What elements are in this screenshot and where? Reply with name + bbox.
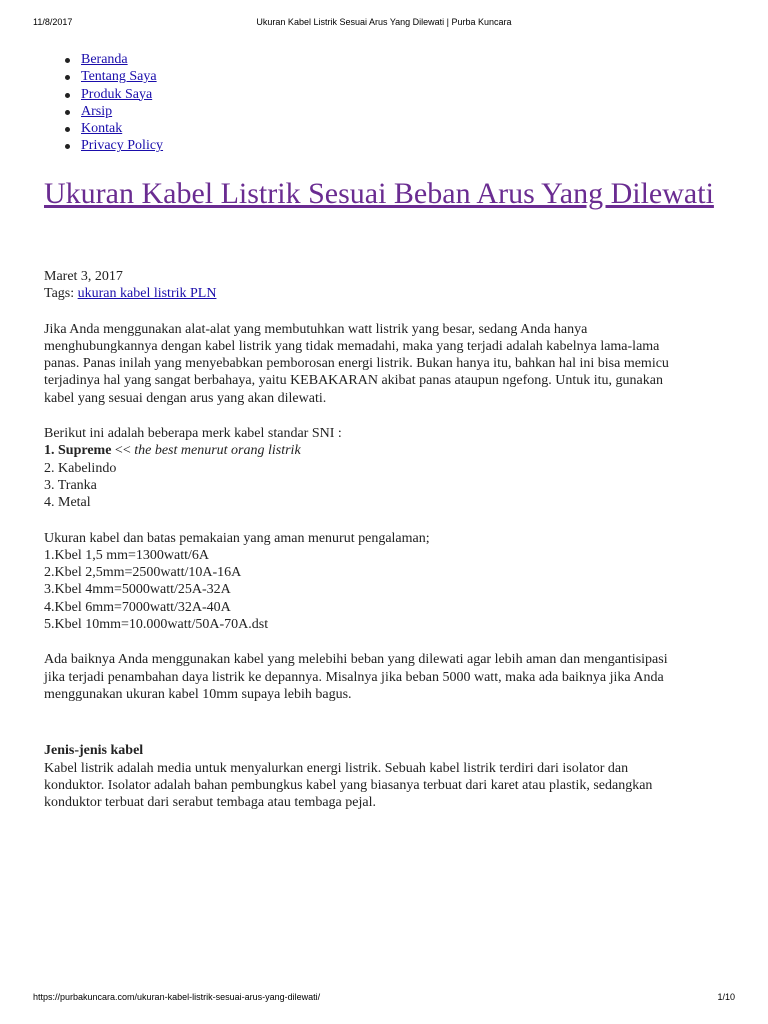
main-nav — [44, 51, 163, 155]
nav-item-arsip — [81, 103, 163, 120]
print-footer — [0, 992, 768, 1006]
nav-link-kontak[interactable]: Kontak — [81, 121, 123, 137]
article-title-link[interactable]: Ukuran Kabel Listrik Sesuai Beban Arus Yang Dilewati — [44, 177, 714, 210]
size-item: 2.Kbel 2,5mm=2500watt/10A-16A — [44, 565, 242, 581]
brand-item: 3. Tranka — [44, 477, 97, 493]
size-item: 5.Kbel 10mm=10.000watt/50A-70A.dst — [44, 617, 269, 633]
brands-list — [44, 425, 734, 511]
tag-link[interactable]: ukuran kabel listrik PLN — [77, 286, 217, 302]
nav-link-arsip[interactable]: Arsip — [81, 103, 113, 119]
nav-item-produk-saya — [81, 86, 163, 103]
advice-line: menggunakan ukuran kabel 10mm supaya lebih bagus. — [44, 686, 352, 702]
brand-marker: << — [111, 443, 135, 459]
nav-link-privacy-policy[interactable]: Privacy Policy — [81, 138, 164, 154]
brand-item: 2. Kabelindo — [44, 460, 117, 476]
print-page-number: 1/10 — [717, 992, 735, 1002]
brand-note: the best menurut orang listrik — [134, 443, 301, 459]
advice-line: jika terjadi penambahan daya listrik ke depannya. Misalnya jika beban 5000 watt, maka ada baiknya jika Anda — [44, 669, 664, 685]
post-date: Maret 3, 2017 — [44, 269, 123, 284]
brands-intro: Berikut ini adalah beberapa merk kabel standar SNI : — [44, 426, 342, 442]
print-page-title: Ukuran Kabel Listrik Sesuai Arus Yang Dilewati | Purba Kuncara — [256, 17, 512, 27]
intro-line: terjadinya hal yang sangat berbahaya, yaitu KEBAKARAN akibat panas ataupun ngefong. Untuk itu, gunakan — [44, 373, 663, 389]
advice-paragraph — [44, 651, 734, 703]
brand-item: 4. Metal — [44, 495, 91, 511]
intro-line: Jika Anda menggunakan alat-alat yang membutuhkan watt listrik yang besar, sedang Anda hanya — [44, 321, 588, 337]
nav-item-tentang-saya — [81, 68, 163, 85]
advice-line: Ada baiknya Anda menggunakan kabel yang melebihi beban yang dilewati agar lebih aman dan mengantisipasi — [44, 652, 668, 668]
section-line: konduktor. Isolator adalah bahan pembungkus kabel yang biasanya terbuat dari karet atau plastik, sedangkan — [44, 777, 653, 793]
nav-item-kontak — [81, 120, 163, 137]
tags-label: Tags: — [44, 286, 75, 302]
intro-line: menghubungkannya dengan kabel listrik yang tidak memadahi, maka yang terjadi adalah kabelnya lama-lama — [44, 338, 660, 354]
nav-item-beranda — [81, 51, 163, 68]
nav-item-privacy-policy — [81, 137, 163, 154]
section-line: konduktor terbuat dari serabut tembaga atau tembaga pejal. — [44, 795, 376, 811]
intro-line: kabel yang sesuai dengan arus yang akan dilewati. — [44, 390, 327, 406]
section-line: Kabel listrik adalah media untuk menyalurkan energi listrik. Sebuah kabel listrik terdiri dari isolator dan — [44, 760, 629, 776]
nav-link-produk-saya[interactable]: Produk Saya — [81, 86, 153, 102]
size-item: 1.Kbel 1,5 mm=1300watt/6A — [44, 547, 209, 563]
print-url: https://purbakuncara.com/ukuran-kabel-listrik-sesuai-arus-yang-dilewati/ — [33, 992, 321, 1002]
print-date: 11/8/2017 — [33, 17, 73, 27]
sizes-intro: Ukuran kabel dan batas pemakaian yang aman menurut pengalaman; — [44, 530, 430, 546]
post-tags — [44, 285, 734, 302]
print-header — [0, 17, 768, 31]
section-heading: Jenis-jenis kabel — [44, 743, 144, 759]
intro-line: panas. Panas inilah yang menyebabkan pemborosan energi listrik. Bukan hanya itu, bahkan hal ini bisa memicu — [44, 356, 669, 372]
nav-link-tentang-saya[interactable]: Tentang Saya — [81, 69, 157, 85]
size-item: 4.Kbel 6mm=7000watt/32A-40A — [44, 599, 231, 615]
sizes-list — [44, 530, 734, 634]
article-title — [44, 175, 734, 212]
cable-types-section — [44, 742, 734, 811]
brand-supreme: 1. Supreme — [44, 443, 112, 459]
nav-link-beranda[interactable]: Beranda — [81, 52, 128, 67]
intro-paragraph — [44, 321, 734, 407]
article-body — [44, 268, 734, 811]
size-item: 3.Kbel 4mm=5000watt/25A-32A — [44, 582, 231, 598]
